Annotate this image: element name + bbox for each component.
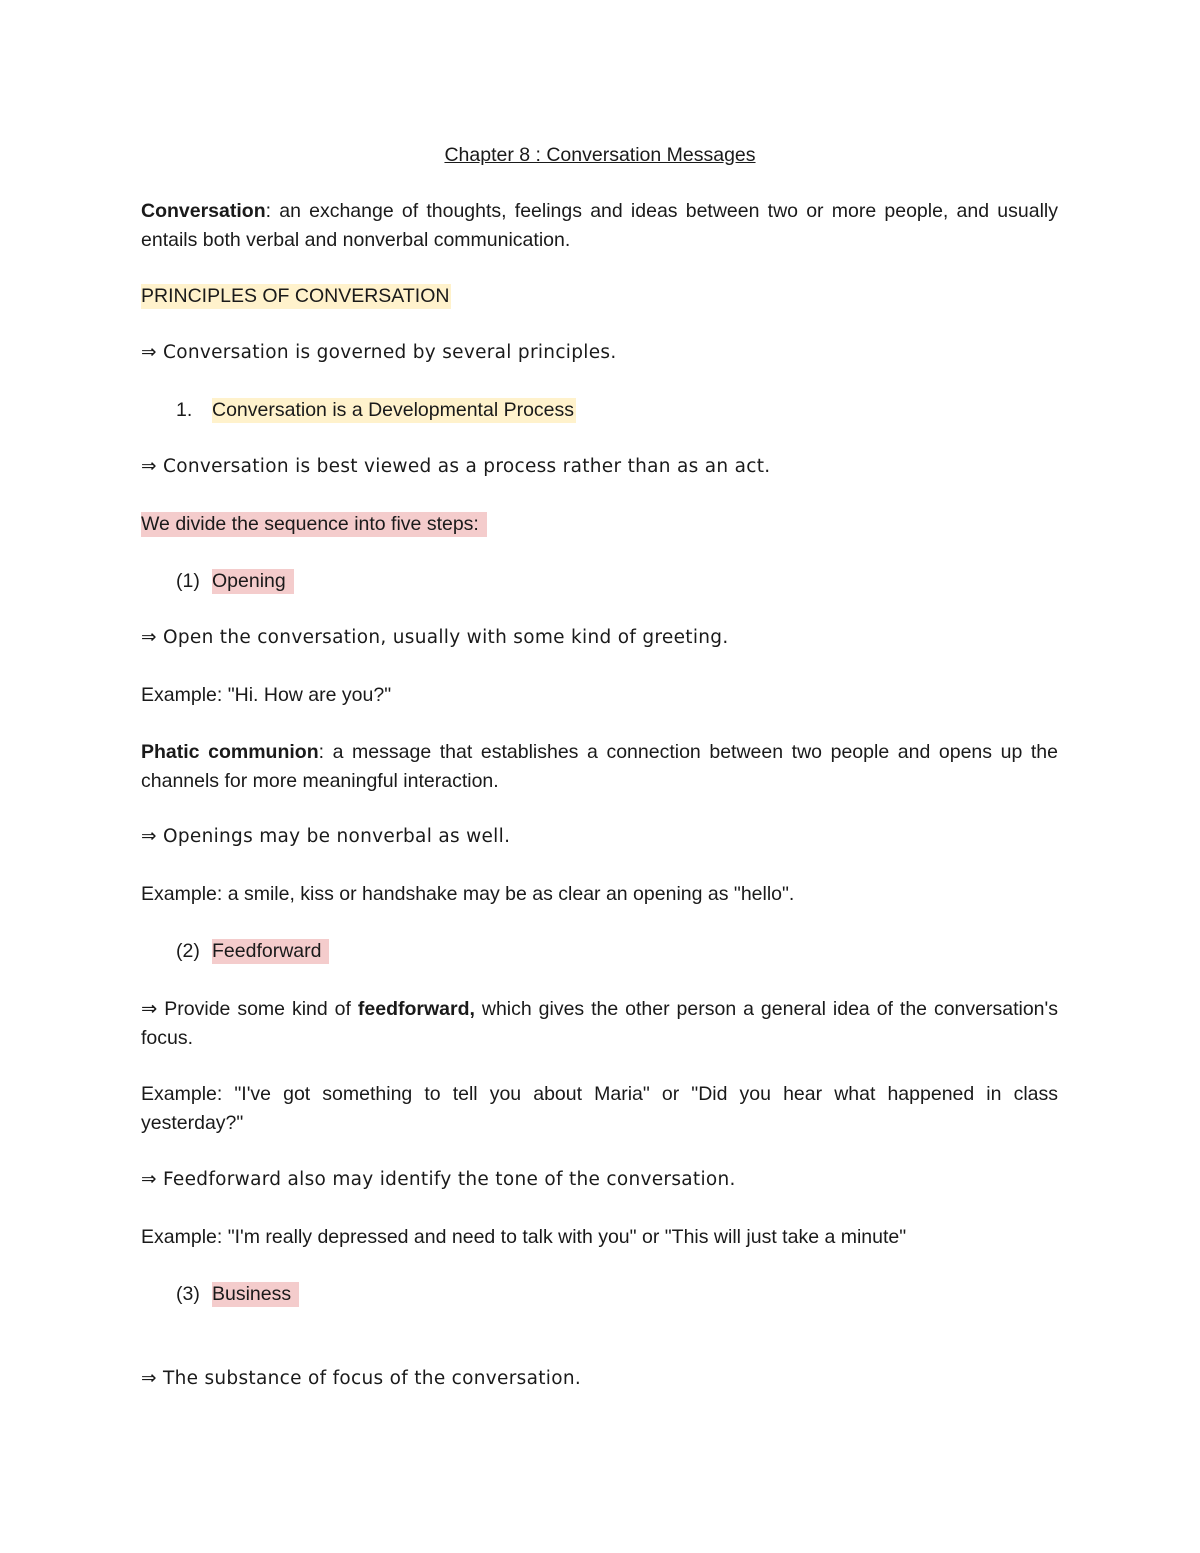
title-text: Chapter 8 : Conversation Messages [444, 144, 756, 166]
opening-example: Example: "Hi. How are you?" [141, 684, 392, 706]
page-title [0, 141, 1200, 169]
feedforward-note-after: which gives the other person a general idea of the conversation's focus. [141, 998, 1058, 1049]
conversation-term: Conversation [141, 200, 266, 222]
opening-note: ⇒ Open the conversation, usually with some kind of greeting. [141, 627, 729, 648]
tone-note: ⇒ Feedforward also may identify the tone of the conversation. [141, 1169, 736, 1190]
feedforward-note-before: ⇒ Provide some kind of [141, 998, 358, 1020]
step-3-number: (3) [176, 1283, 200, 1305]
steps-intro-text: We divide the sequence into five steps: [141, 512, 487, 537]
tone-example: Example: "I'm really depressed and need to talk with you" or "This will just take a minute" [141, 1226, 907, 1248]
conversation-definition-text: : an exchange of thoughts, feelings and ideas between two or more people, and usually entails both verbal and nonverbal communication. [141, 200, 1058, 251]
phatic-term: Phatic communion [141, 741, 319, 763]
phatic-definition [141, 738, 1058, 795]
step-1-label: Opening [212, 569, 294, 594]
step-3 [176, 1280, 1056, 1308]
steps-intro [141, 510, 1058, 538]
nonverbal-note: ⇒ Openings may be nonverbal as well. [141, 826, 511, 847]
step-2-number: (2) [176, 940, 200, 962]
feedforward-example: Example: "I've got something to tell you about Maria" or "Did you hear what happened in class yesterday?" [141, 1083, 1058, 1134]
principle-1 [176, 396, 1056, 424]
principle-1-label: Conversation is a Developmental Process [212, 399, 575, 421]
nonverbal-example: Example: a smile, kiss or handshake may be as clear an opening as "hello". [141, 883, 795, 905]
principles-heading [141, 282, 1058, 310]
feedforward-note [141, 995, 1058, 1052]
principles-heading-text: PRINCIPLES OF CONVERSATION [141, 285, 450, 307]
step-3-label: Business [212, 1282, 299, 1307]
phatic-definition-text: : a message that establishes a connection between two people and opens up the channels for more meaningful interaction. [141, 741, 1058, 792]
step-2 [176, 937, 1056, 965]
business-note: ⇒ The substance of focus of the conversation. [141, 1368, 582, 1389]
conversation-definition [141, 197, 1058, 254]
process-note: ⇒ Conversation is best viewed as a process rather than as an act. [141, 456, 771, 477]
step-2-label: Feedforward [212, 939, 329, 964]
principle-1-number: 1. [176, 399, 193, 421]
step-1 [176, 567, 1056, 595]
principles-intro: ⇒ Conversation is governed by several principles. [141, 342, 617, 363]
step-1-number: (1) [176, 570, 200, 592]
feedforward-term: feedforward, [357, 998, 475, 1020]
